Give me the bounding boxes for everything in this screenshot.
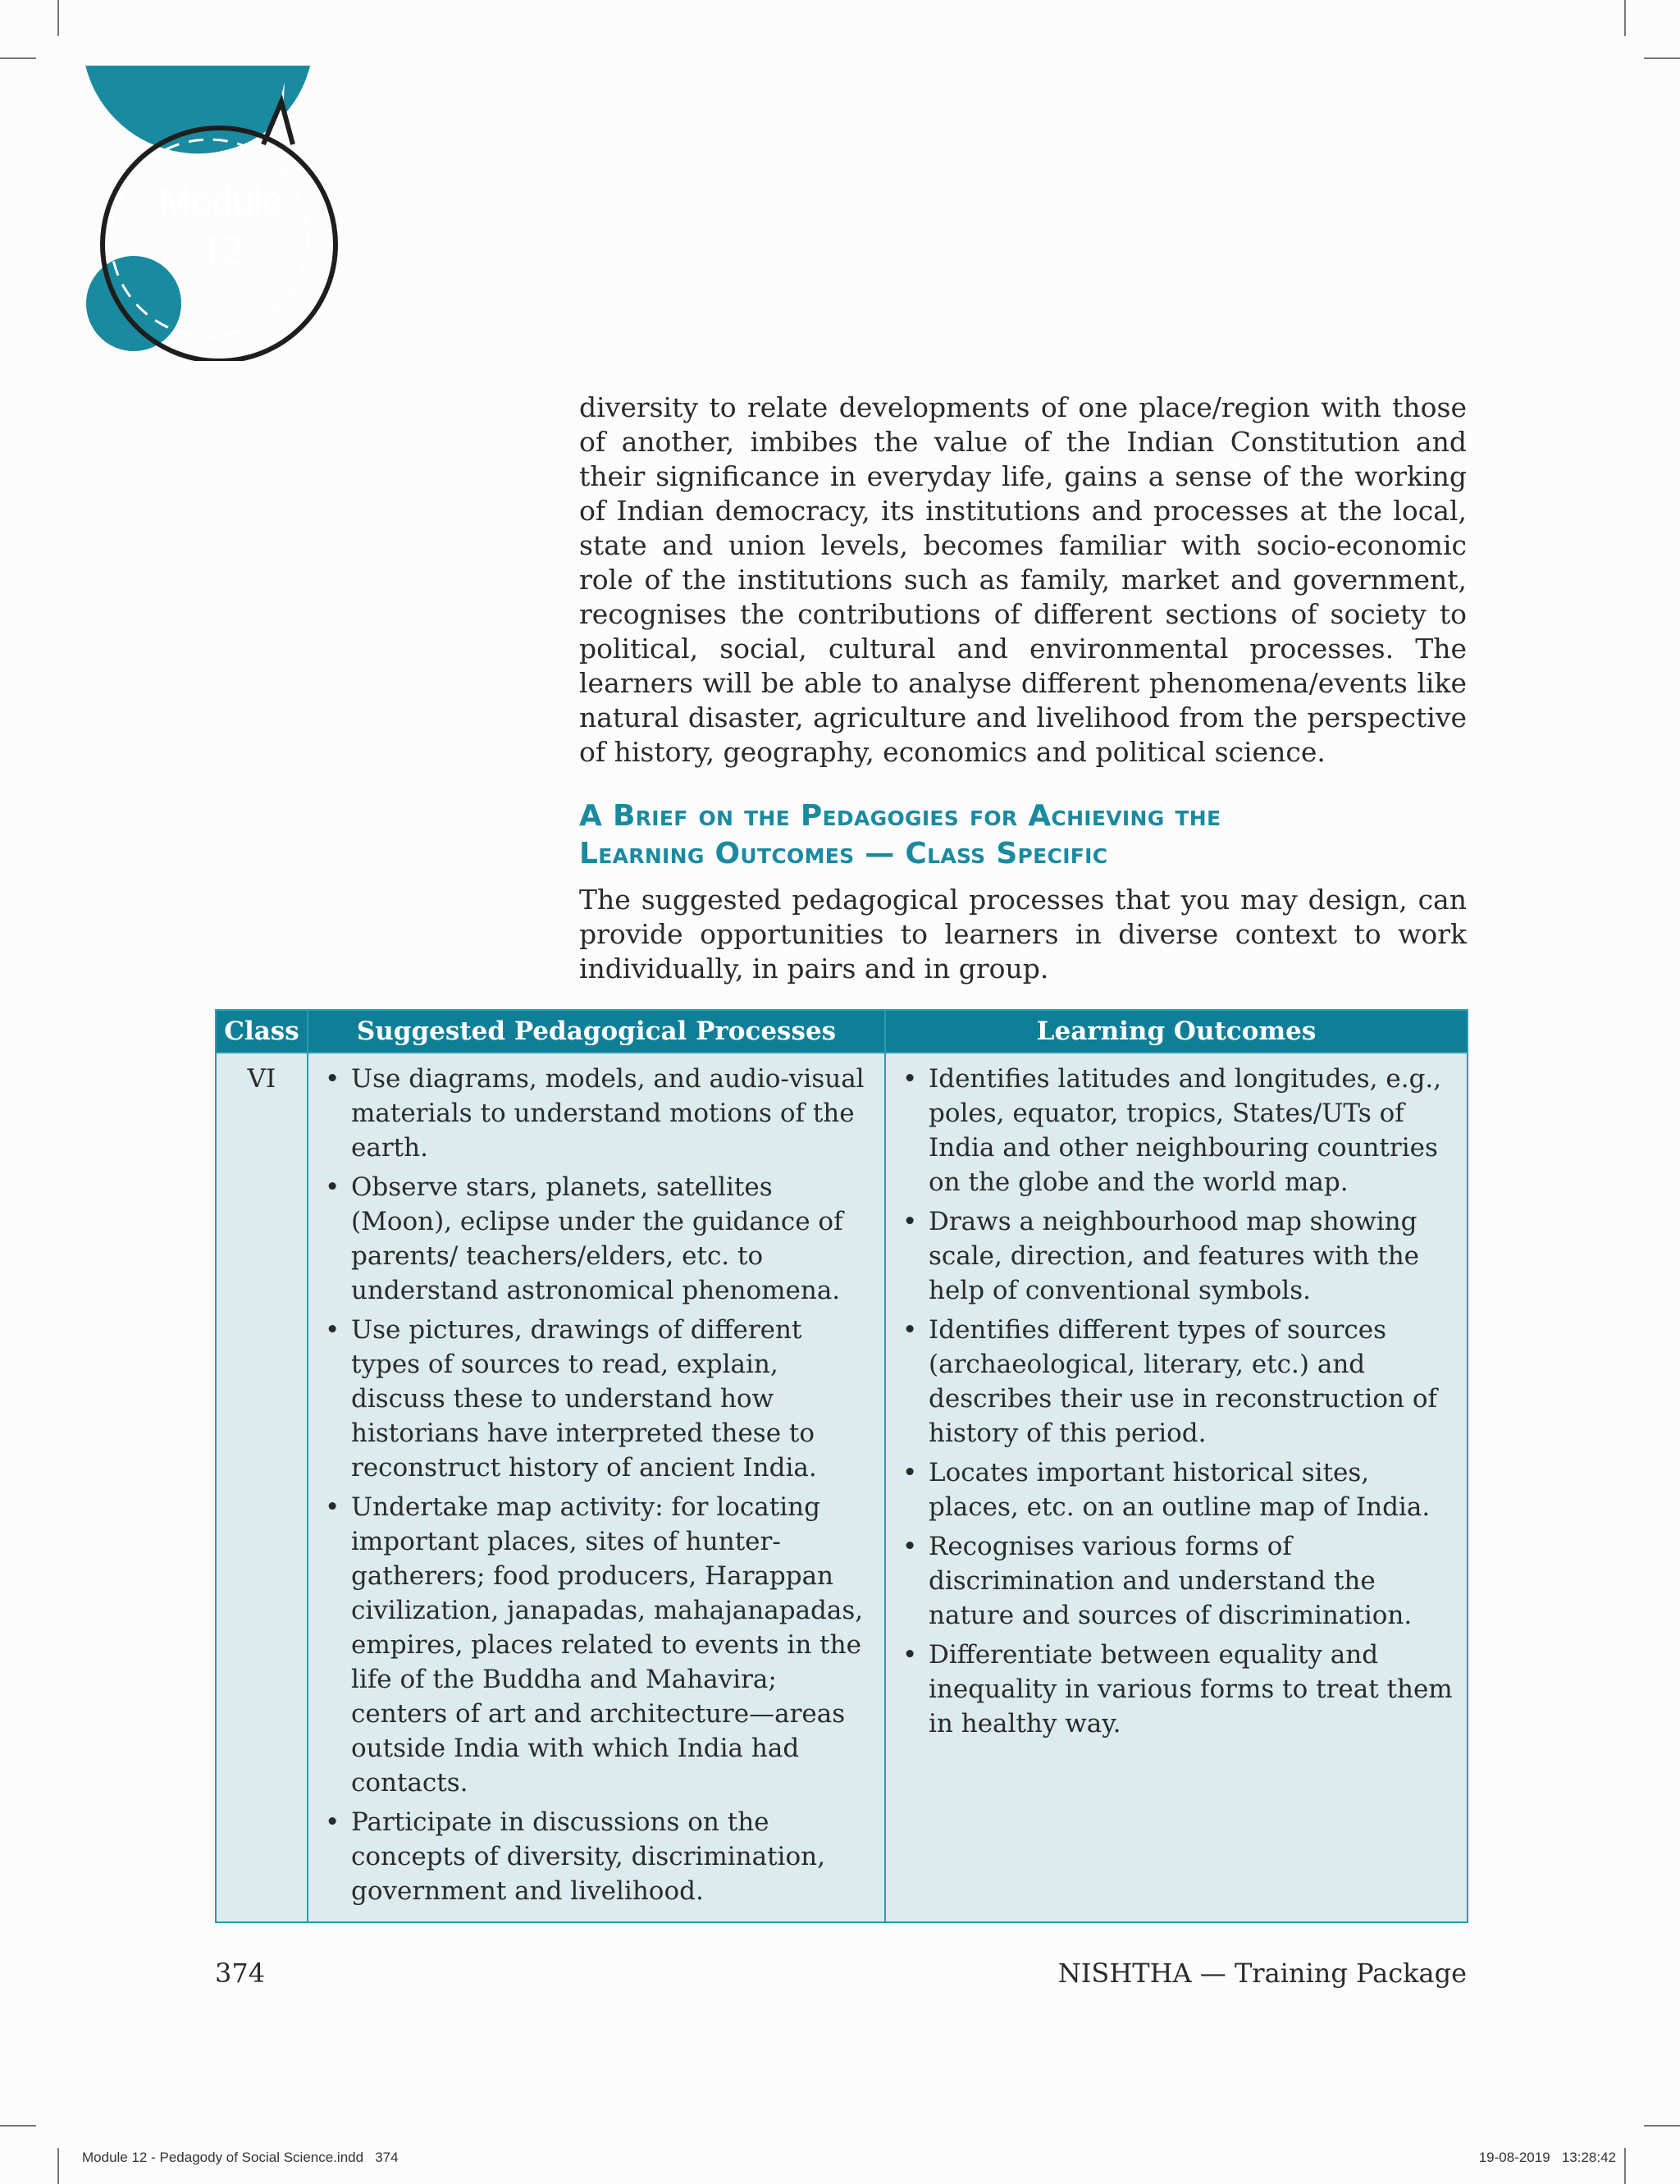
crop-mark (1644, 57, 1680, 59)
header-processes: Suggested Pedagogical Processes (308, 1010, 885, 1053)
crop-mark (1644, 2125, 1680, 2127)
header-class: Class (216, 1010, 308, 1053)
crop-mark (57, 2148, 59, 2184)
table-row (216, 1053, 1468, 1922)
section-heading-line1: A Brief on the Pedagogies for Achieving the (579, 799, 1221, 833)
list-item: • Participate in discussions on the concepts of diversity, discrimination, government and livelihood. (320, 1805, 873, 1908)
processes-list (320, 1062, 873, 1908)
crop-mark (0, 57, 36, 59)
crop-mark (1624, 2148, 1626, 2184)
table-header-row (216, 1010, 1468, 1053)
section-lead: The suggested pedagogical processes that you may design, can provide opportunities to learners in diverse context to work individually, in pairs and in group. (579, 884, 1467, 985)
module-number: 12 (200, 229, 243, 272)
intro-paragraph: diversity to relate developments of one place/region with those of another, imbibes the value of the Indian Constitution and their significance in everyday life, gains a sense of the working of Indian democracy, its institutions and processes at the local, state and union levels, becomes familiar with socio-economic role of the institutions such as family, market and government, recognises the contributions of different sections of society to political, social, cultural and environmental processes. The learners will be able to analyse different phenomena/events like natural disaster, agriculture and livelihood from the perspective of history, geography, economics and political science. (579, 391, 1467, 768)
crop-mark (1624, 0, 1626, 36)
list-item: • Recognises various forms of discrimination and understand the nature and sources of discrimination. (897, 1529, 1455, 1633)
module-label (139, 176, 304, 275)
list-item: • Identifies latitudes and longitudes, e.g., poles, equator, tropics, States/UTs of India and other neighbouring countries on the globe and the world map. (897, 1062, 1455, 1199)
list-item: • Observe stars, planets, satellites (Moon), eclipse under the guidance of parents/ teachers/elders, etc. to understand astronomical phenomena. (320, 1170, 873, 1308)
list-item: • Use diagrams, models, and audio-visual materials to understand motions of the earth. (320, 1062, 873, 1165)
section-heading-line2: Learning Outcomes — Class Specific (579, 837, 1108, 870)
list-item: • Locates important historical sites, places, etc. on an outline map of India. (897, 1455, 1455, 1524)
list-item: • Undertake map activity: for locating important places, sites of hunter-gatherers; food producers, Harappan civilization, janapadas, mahajanapadas, empires, places related to events in the life of the Buddha and Mahavira; centers of art and architecture—areas outside India with which India had contacts. (320, 1490, 873, 1800)
page-number: 374 (215, 1958, 266, 1989)
crop-mark (57, 0, 59, 36)
pedagogy-table (215, 1009, 1468, 1923)
list-item: • Use pictures, drawings of different types of sources to read, explain, discuss these to understand how historians have interpreted these to reconstruct history of ancient India. (320, 1313, 873, 1485)
list-item: • Differentiate between equality and inequality in various forms to treat them in healthy way. (897, 1638, 1455, 1741)
module-word: Module (159, 180, 284, 222)
header-outcomes: Learning Outcomes (885, 1010, 1468, 1053)
list-item: • Identifies different types of sources (archaeological, literary, etc.) and describes their use in reconstruction of history of this period. (897, 1313, 1455, 1451)
outcomes-list (897, 1062, 1455, 1741)
crop-mark (0, 2125, 36, 2127)
section-heading (579, 797, 1481, 873)
slug-filename: Module 12 - Pedagody of Social Science.indd 374 (82, 2150, 399, 2165)
list-item: • Draws a neighbourhood map showing scale, direction, and features with the help of conventional symbols. (897, 1204, 1455, 1308)
publication-title: NISHTHA — Training Package (1057, 1958, 1467, 1989)
processes-cell (308, 1053, 885, 1922)
slug-datetime: 19-08-2019 13:28:42 (1478, 2150, 1616, 2165)
outcomes-cell (885, 1053, 1468, 1922)
class-cell: VI (216, 1053, 308, 1922)
